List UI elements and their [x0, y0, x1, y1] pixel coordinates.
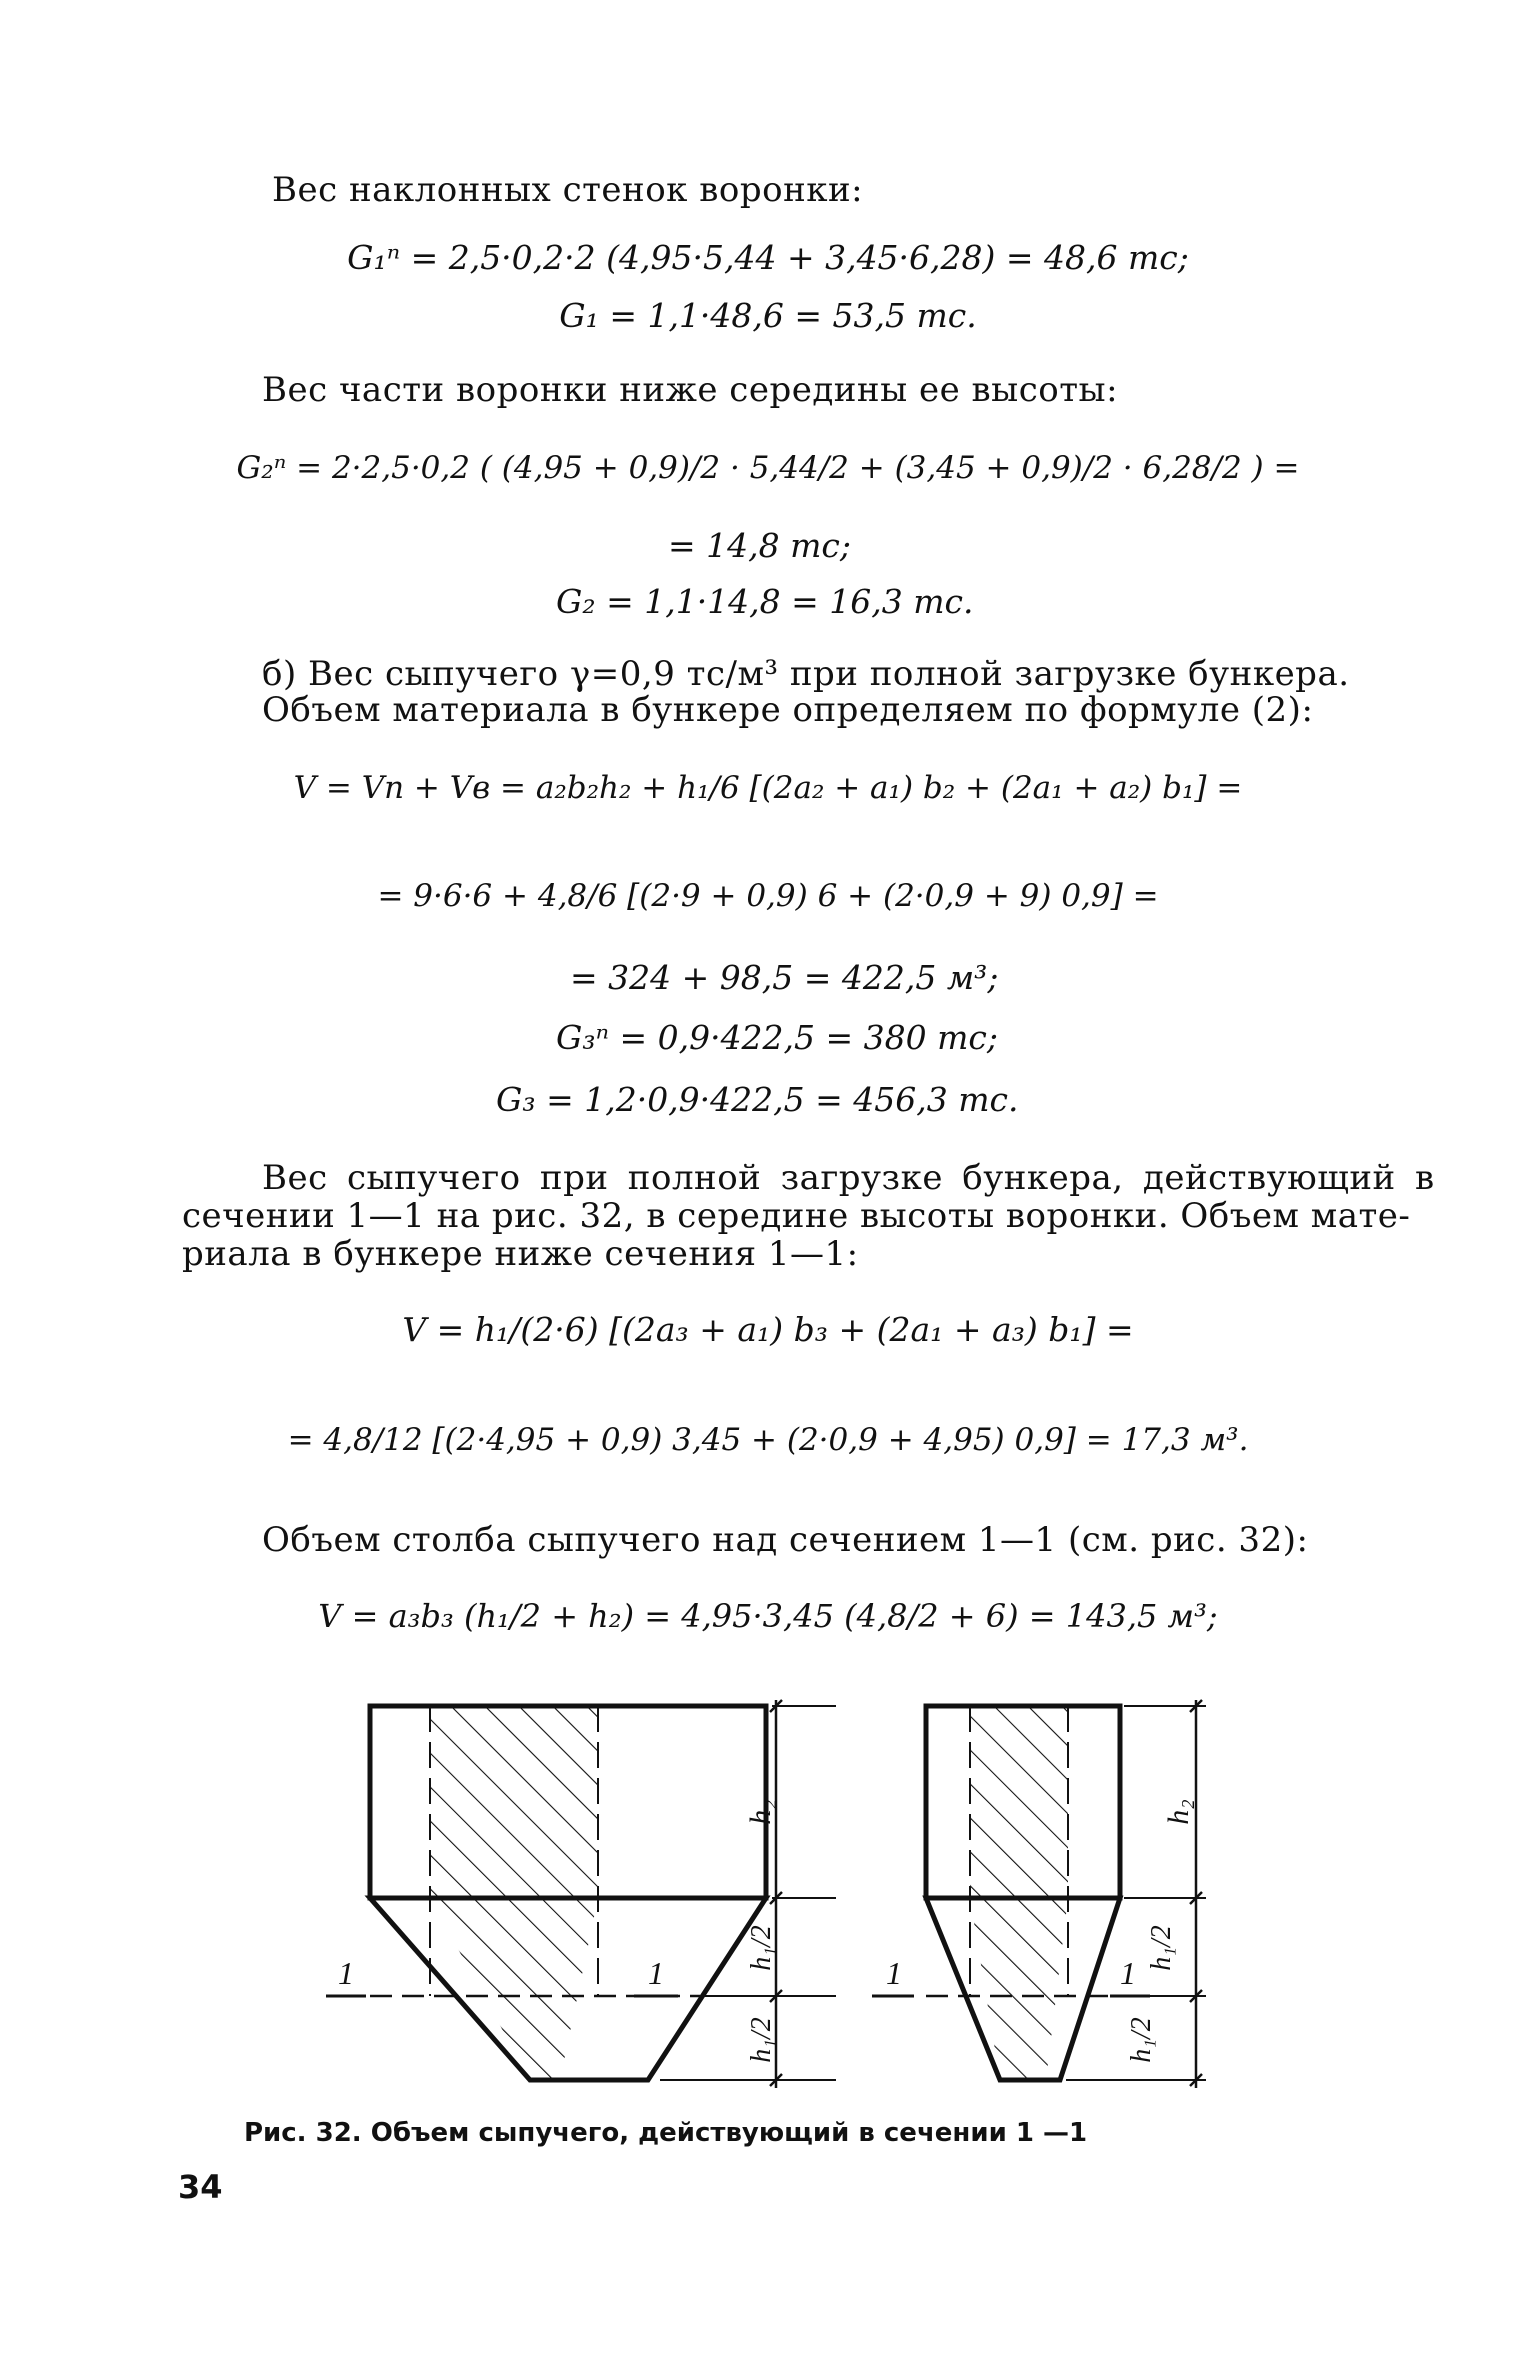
- right-h1-half-lower-label: h₁/2: [1126, 2017, 1157, 2063]
- right-section-mark-right: [1110, 1955, 1150, 1996]
- equation-g3: G₃ = 1,2·0,9·422,5 = 456,3 тс.: [496, 1080, 1019, 1119]
- equation-v2-formula: V = h₁/(2·6) [(2a₃ + a₁) b₃ + (2a₁ + a₃) b₁] =: [402, 1310, 1134, 1349]
- equation-g1n: G₁ⁿ = 2,5·0,2·2 (4,95·5,44 + 3,45·6,28) = 48,6 тс;: [347, 238, 1189, 277]
- bulk-heading-line1: б) Вес сыпучего γ=0,9 тс/м³ при полной загрузке бункера.: [262, 654, 1350, 694]
- right-h1-half-upper-label: h₁/2: [1146, 1925, 1177, 1971]
- section-paragraph-line1: Вес сыпучего при полной загрузке бункера, действующий в: [262, 1158, 1435, 1198]
- equation-v3: V = a₃b₃ (h₁/2 + h₂) = 4,95·3,45 (4,8/2 + 6) = 143,5 м³;: [318, 1597, 1218, 1635]
- equation-g1: G₁ = 1,1·48,6 = 53,5 тс.: [559, 296, 977, 335]
- equation-v-formula: V = Vп + Vв = a₂b₂h₂ + h₁/6 [(2a₂ + a₁) b₂ + (2a₁ + a₂) b₁] =: [293, 770, 1243, 806]
- right-section-mark-left: [872, 1955, 914, 1996]
- figure-caption: Рис. 32. Объем сыпучего, действующий в сечении 1 —1: [244, 2118, 1088, 2148]
- section-label: 1: [648, 1955, 664, 1991]
- section-paragraph-line3: риала в бункере ниже сечения 1—1:: [182, 1234, 859, 1274]
- lower-part-heading: Вес части воронки ниже середины ее высоты:: [262, 370, 1119, 410]
- left-section-mark-left: [326, 1955, 366, 1996]
- bulk-heading-line2: Объем материала в бункере определяем по формуле (2):: [262, 690, 1314, 730]
- column-heading: Объем столба сыпучего над сечением 1—1 (см. рис. 32):: [262, 1520, 1309, 1560]
- left-h1-half-upper-label: h₁/2: [746, 1925, 777, 1971]
- section-paragraph-line2: сечении 1—1 на рис. 32, в середине высоты воронки. Объем мате-: [182, 1196, 1411, 1236]
- inclined-walls-heading: Вес наклонных стенок воронки:: [272, 170, 864, 210]
- equation-g2: G₂ = 1,1·14,8 = 16,3 тс.: [556, 582, 974, 621]
- left-h2-label: h₂: [744, 1799, 777, 1825]
- equation-v2-result: = 4,8/12 [(2·4,95 + 0,9) 3,45 + (2·0,9 + 4,95) 0,9] = 17,3 м³.: [287, 1422, 1249, 1458]
- equation-g2n: G₂ⁿ = 2·2,5·0,2 ( (4,95 + 0,9)/2 · 5,44/2 + (3,45 + 0,9)/2 · 6,28/2 ) =: [236, 450, 1300, 486]
- left-h1-half-lower-label: h₁/2: [746, 2017, 777, 2063]
- page-number: 34: [178, 2168, 223, 2206]
- section-label: 1: [338, 1955, 354, 1991]
- right-hopper: [926, 1706, 1120, 2080]
- section-label: 1: [886, 1955, 902, 1991]
- section-label: 1: [1120, 1955, 1136, 1991]
- left-hopper: [370, 1706, 766, 2080]
- right-h2-label: h₂: [1162, 1799, 1195, 1825]
- equation-v-substitution: = 9·6·6 + 4,8/6 [(2·9 + 0,9) 6 + (2·0,9 + 9) 0,9] =: [377, 878, 1159, 914]
- equation-g3n: G₃ⁿ = 0,9·422,5 = 380 тс;: [556, 1018, 999, 1057]
- equation-g2n-result: = 14,8 тс;: [668, 526, 851, 565]
- left-section-mark-right: [634, 1955, 678, 1996]
- equation-v-result: = 324 + 98,5 = 422,5 м³;: [570, 958, 999, 997]
